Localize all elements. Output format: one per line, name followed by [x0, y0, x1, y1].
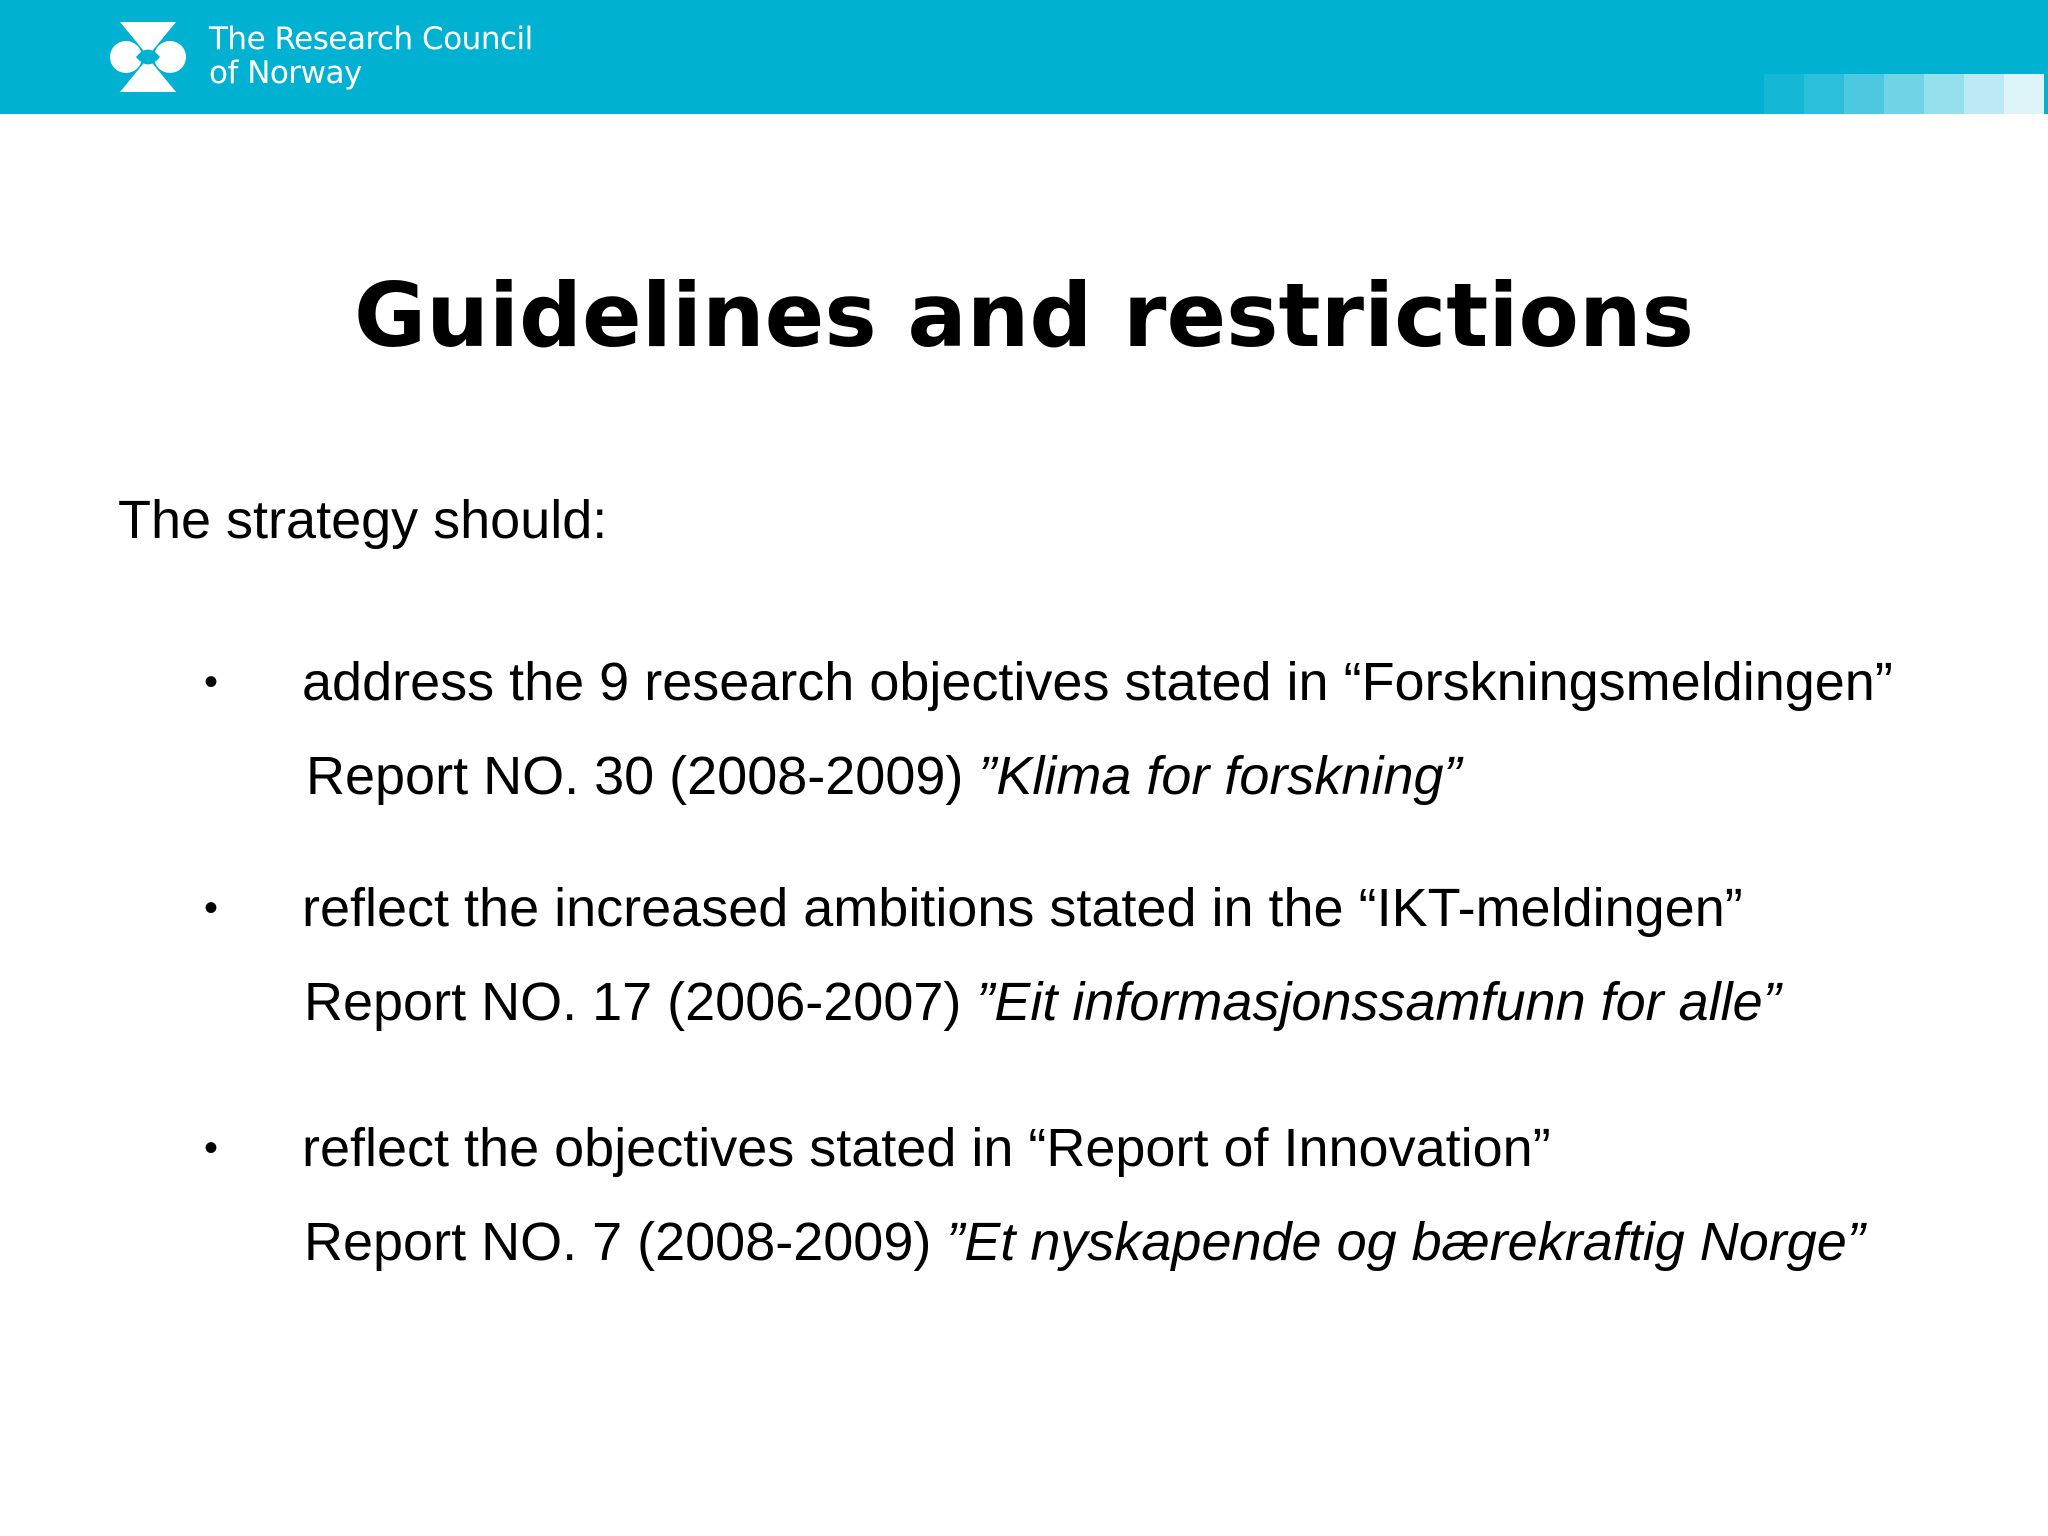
report-number: Report NO. 30 (2008-2009): [306, 746, 979, 806]
bullet-marker: •: [204, 1126, 219, 1170]
bullet-marker: •: [204, 886, 219, 930]
lead-text: The strategy should:: [118, 490, 608, 550]
slide-title: Guidelines and restrictions: [353, 264, 1695, 367]
header-bar: [0, 0, 2048, 114]
research-council-logo-icon: [108, 20, 188, 94]
bullet-marker: •: [204, 660, 219, 704]
report-title: ”Eit informasjonssamfunn for alle”: [976, 972, 1781, 1032]
organization-name: [209, 22, 533, 90]
organization-name-line-1: The Research Council: [209, 21, 533, 57]
bullet-text: reflect the objectives stated in “Report of Innovation”: [302, 1118, 1551, 1178]
bullet-text: address the 9 research objectives stated in “Forskningsmeldingen”: [302, 652, 1893, 712]
organization-name-line-2: of Norway: [209, 55, 362, 91]
bullet-text: reflect the increased ambitions stated in the “IKT-meldingen”: [302, 878, 1743, 938]
report-title: ”Et nyskapende og bærekraftig Norge”: [946, 1212, 1865, 1272]
bullet-report: [306, 744, 1462, 808]
bullet-report: [304, 1210, 1865, 1274]
report-number: Report NO. 7 (2008-2009): [304, 1212, 947, 1272]
decorative-tiles: [1764, 74, 2044, 114]
report-number: Report NO. 17 (2006-2007): [304, 972, 977, 1032]
bullet-report: [304, 970, 1781, 1034]
report-title: ”Klima for forskning”: [978, 746, 1462, 806]
